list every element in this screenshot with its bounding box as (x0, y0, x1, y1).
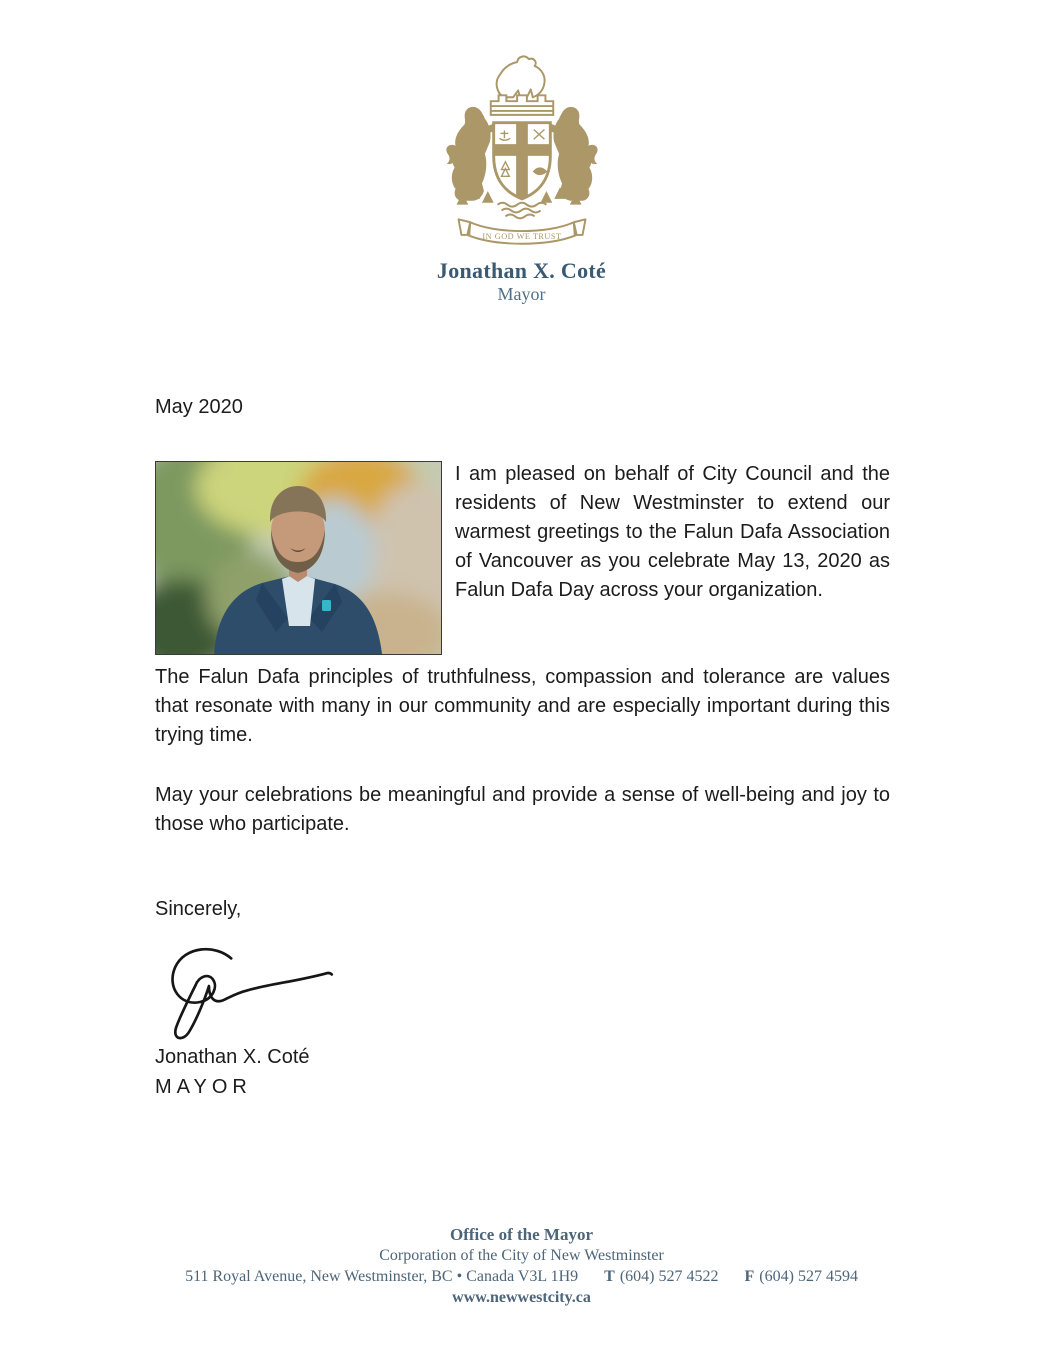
city-crest (0, 52, 1043, 253)
letter-date: May 2020 (155, 396, 243, 418)
crest-bear (496, 56, 544, 97)
footer-fax-number: (604) 527 4594 (759, 1268, 858, 1285)
mayor-photo (155, 461, 442, 655)
city-crest-icon (439, 52, 605, 248)
footer-telephone (604, 1268, 718, 1285)
footer-fax (745, 1268, 858, 1285)
crest-lion-right (546, 107, 597, 201)
crest-cross-horizontal (493, 144, 550, 156)
footer-address: 511 Royal Avenue, New Westminster, BC • Canada V3L 1H9 (185, 1268, 579, 1285)
signer-name: Jonathan X. Coté (155, 1046, 310, 1068)
footer-telephone-number: (604) 527 4522 (619, 1268, 719, 1285)
signature (160, 944, 338, 1049)
footer-address-line (0, 1266, 1043, 1287)
crest-motto: IN GOD WE TRUST (481, 231, 562, 241)
footer-telephone-label: T (604, 1268, 615, 1285)
footer-website: www.newwestcity.ca (452, 1289, 591, 1306)
crest-cross-vertical (516, 123, 528, 199)
paragraph-2: The Falun Dafa principles of truthfulness, compassion and tolerance are values that resonate with many in our community and are especially important during this trying time. (155, 666, 890, 746)
mayor-name-header: Jonathan X. Coté (436, 258, 607, 283)
closing-text: Sincerely, (155, 898, 242, 920)
footer-office: Office of the Mayor (449, 1225, 594, 1244)
footer-fax-label: F (744, 1268, 755, 1285)
signer-title: MAYOR (155, 1076, 252, 1098)
mayor-title-header: Mayor (497, 284, 546, 304)
paragraph-1: I am pleased on behalf of City Council and the residents of New Westminster to extend our warmest greetings to the Falun Dafa Association of Vancouver as you celebrate May 13, 2020 as Falun Dafa Day across your organization. (455, 463, 890, 601)
crest-waves (497, 203, 546, 219)
footer-corporation: Corporation of the City of New Westminster (379, 1247, 664, 1264)
footer (0, 1224, 1043, 1308)
signature-icon (160, 944, 338, 1044)
paragraph-3: May your celebrations be meaningful and provide a sense of well-being and joy to those who participate. (155, 784, 890, 835)
crest-lion-left (446, 107, 497, 201)
